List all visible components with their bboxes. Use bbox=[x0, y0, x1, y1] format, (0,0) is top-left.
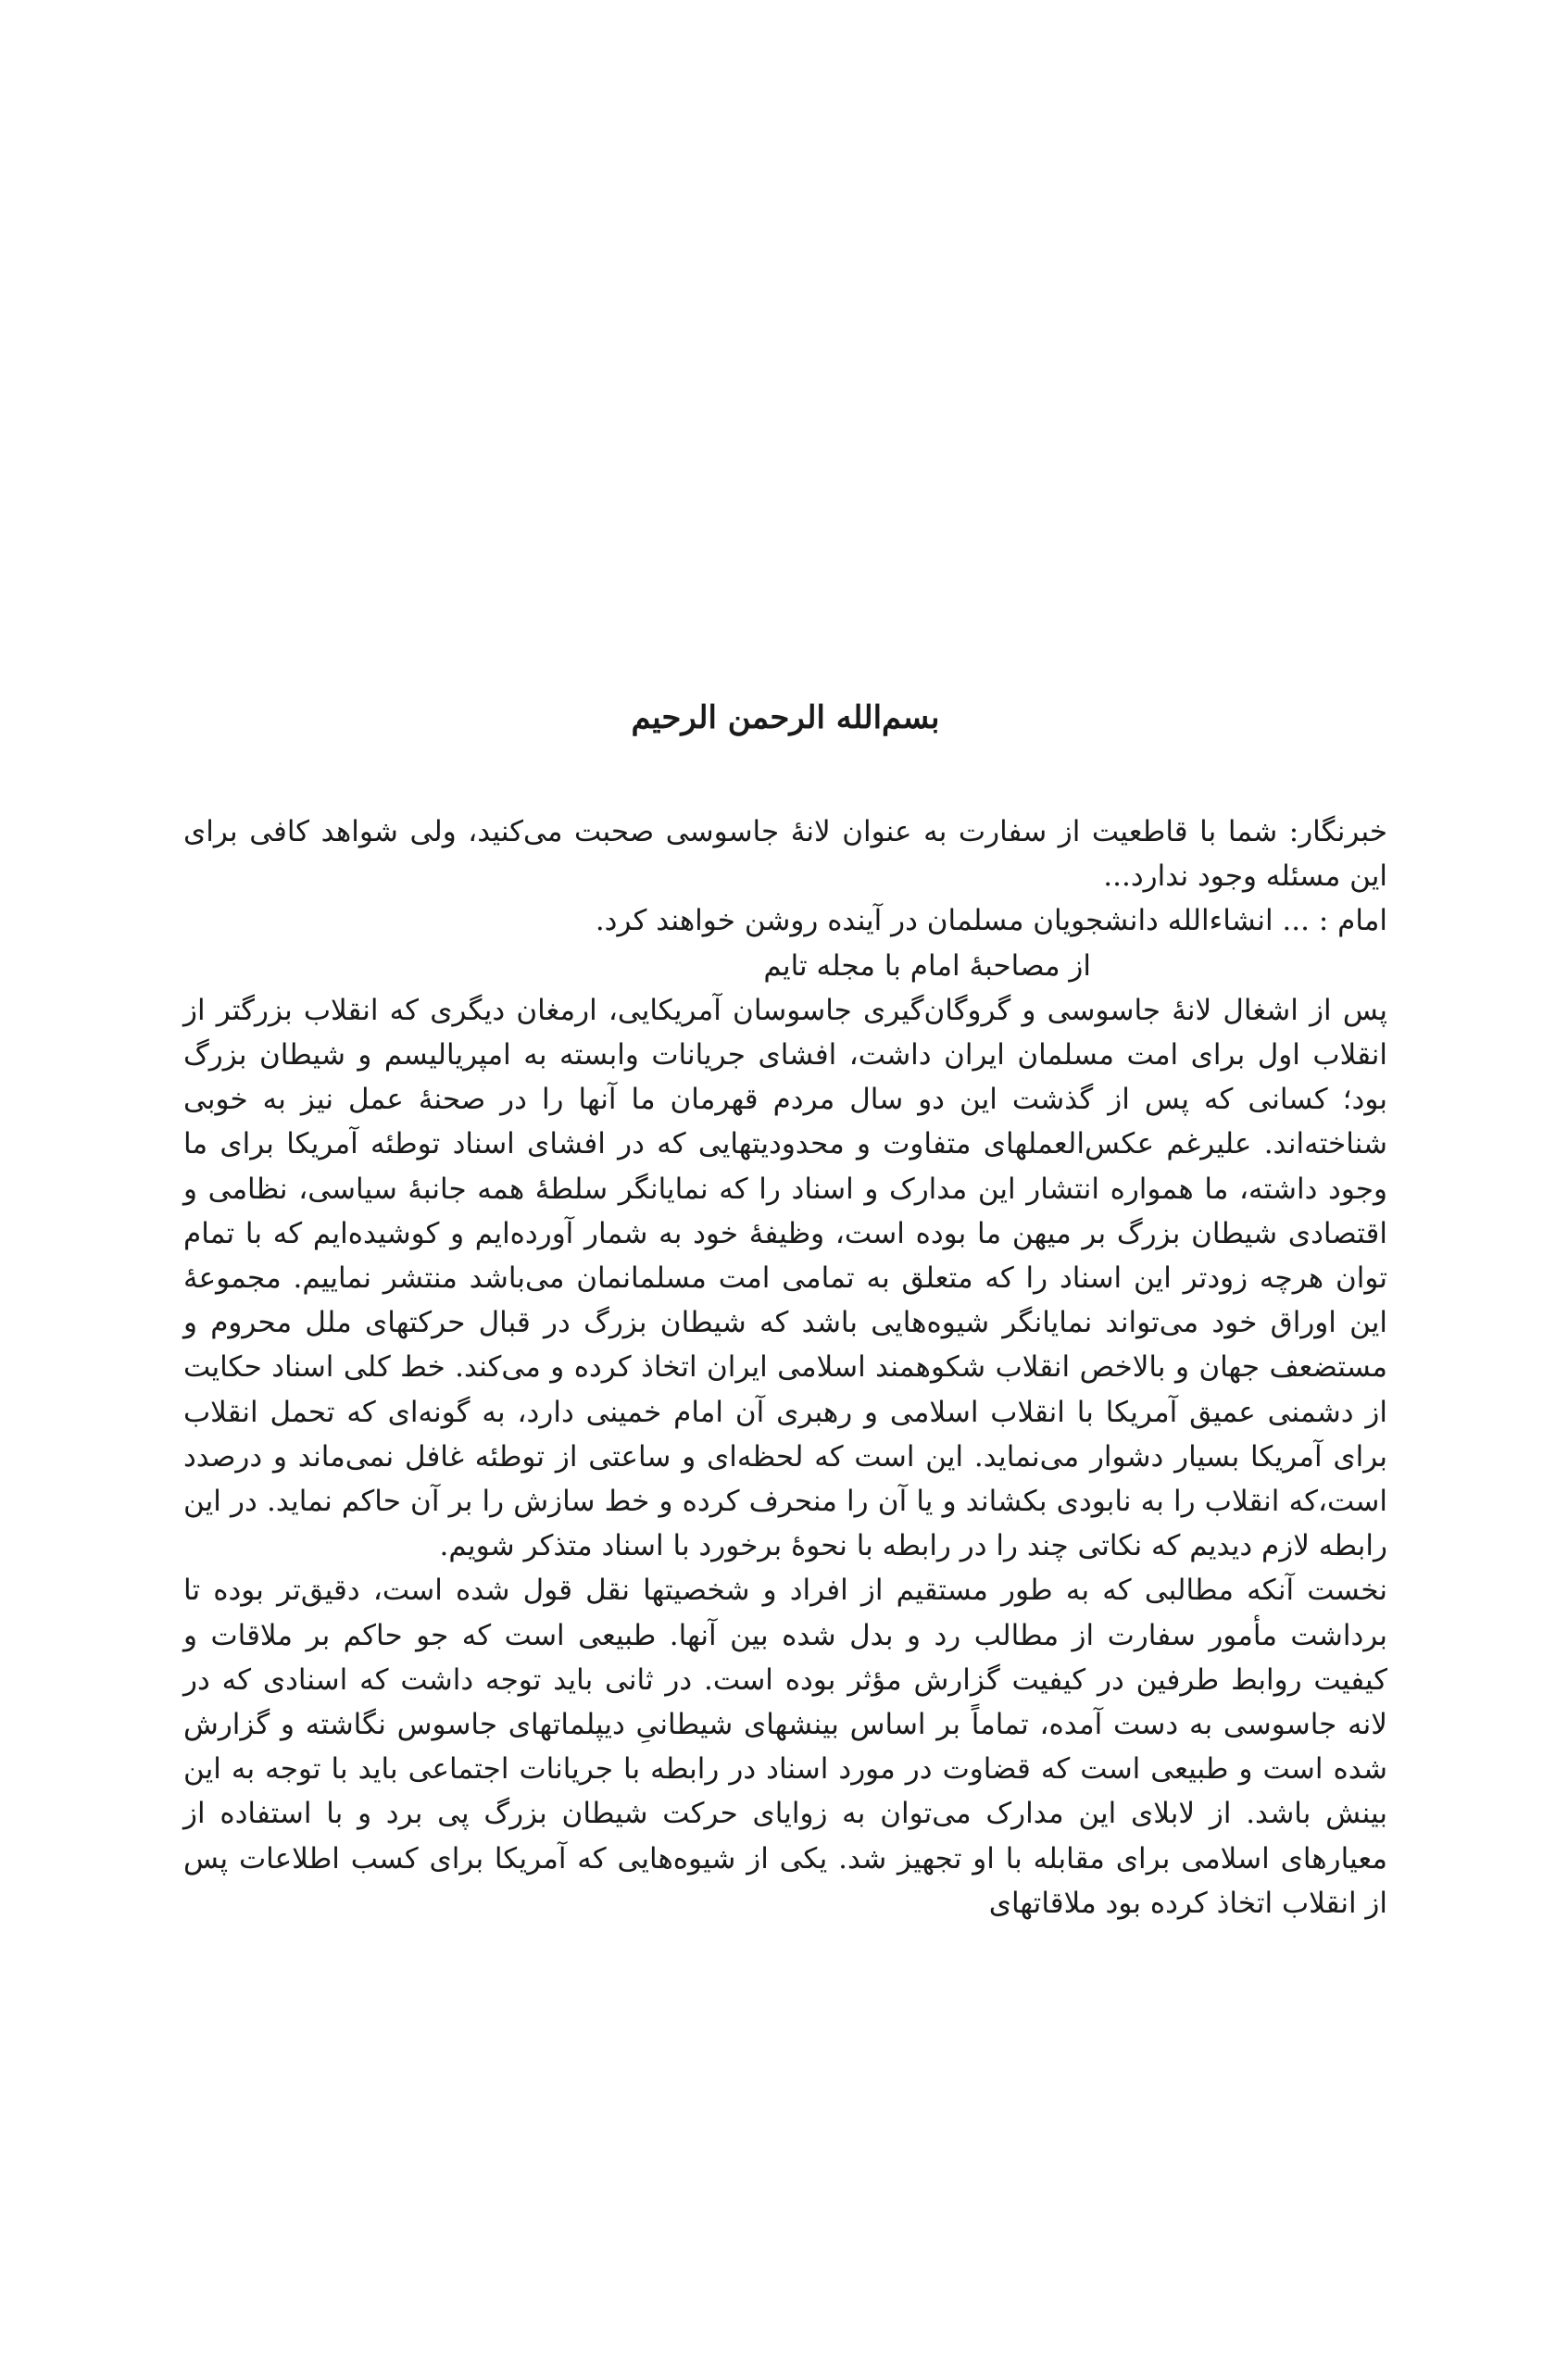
interview-source: از مصاحبهٔ امام با مجله تایم bbox=[763, 948, 1091, 983]
paragraph-1: پس از اشغال لانهٔ جاسوسی و گروگان‌گیری جاسوسان آمریکایی، ارمغان دیگری که انقلاب بزرگتر از انقلاب اول برای امت مسلمان ایران داشت، افشای جریانات وابسته به امپریالیسم و شیطان بزرگ بود؛ کسانی که پس از گذشت این دو سال مردم قهرمان ما آنها را در صحنهٔ عمل نیز به خوبی شناخته‌اند. علیرغم عکس‌العملهای متفاوت و محدودیتهایی که در افشای اسناد توطئه آمریکا برای ما وجود داشته، ما همواره انتشار این مدارک و اسناد را که نمایانگر سلطهٔ همه جانبهٔ سیاسی، نظامی و اقتصادی شیطان بزرگ بر میهن ما بوده است، وظیفهٔ خود به شمار آورده‌ایم و کوشیده‌ایم که با تمام توان هرچه زودتر این اسناد را که متعلق به تمامی امت مسلمانمان می‌باشد منتشر نماییم. مجموعهٔ این اوراق خود می‌تواند نمایانگر شیوه‌هایی باشد که شیطان بزرگ در قبال حرکتهای ملل محروم و مستضعف جهان و بالاخص انقلاب شکوهمند اسلامی ایران اتخاذ کرده و می‌کند. خط کلی اسناد حکایت از دشمنی عمیق آمریکا با انقلاب اسلامی و رهبری آن امام خمینی دارد، به گونه‌ای که تحمل انقلاب برای آمریکا بسیار دشوار می‌نماید. این است که لحظه‌ای و ساعتی از توطئه غافل نمی‌ماند و درصدد است،که انقلاب را به نابودی بکشاند و یا آن را منحرف کرده و خط سازش را بر آن حاکم نماید. در این رابطه لازم دیدیم که نکاتی چند را در رابطه با نحوهٔ برخورد با اسناد متذکر شویم. bbox=[183, 993, 1388, 1563]
imam-answer: امام : ... انشاءالله دانشجویان مسلمان در آینده روشن خواهند کرد. bbox=[595, 904, 1387, 938]
body-text bbox=[183, 695, 1387, 1926]
reporter-question: خبرنگار: شما با قاطعیت از سفارت به عنوان لانهٔ جاسوسی صحبت می‌کنید، ولی شواهد کافی برای این مسئله وجود ندارد... bbox=[183, 815, 1387, 894]
paragraph-2: نخست آنکه مطالبی که به طور مستقیم از افراد و شخصیتها نقل قول شده است، دقیق‌تر بوده تا برداشت مأمور سفارت از مطالب رد و بدل شده بین آنها. طبیعی است که جو حاکم بر ملاقات و کیفیت روابط طرفین در کیفیت گزارش مؤثر بوده است. در ثانی باید توجه داشت که اسنادی که در لانه جاسوسی به دست آمده، تماماً بر اساس بینشهای شیطانیِ دیپلماتهای جاسوس نگاشته و گزارش شده است و طبیعی است که قضاوت در مورد اسناد در رابطه با جریانات اجتماعی باید با توجه به این بینش باشد. از لابلای این مدارک می‌توان به زوایای حرکت شیطان بزرگ پی برد و با استفاده از معیارهای اسلامی برای مقابله با او تجهیز شد. یکی از شیوه‌هایی که آمریکا برای کسب اطلاعات پس از انقلاب اتخاذ کرده بود ملاقاتهای bbox=[183, 1574, 1387, 1920]
page-heading: بسم‌الله الرحمن الرحیم bbox=[631, 699, 940, 736]
